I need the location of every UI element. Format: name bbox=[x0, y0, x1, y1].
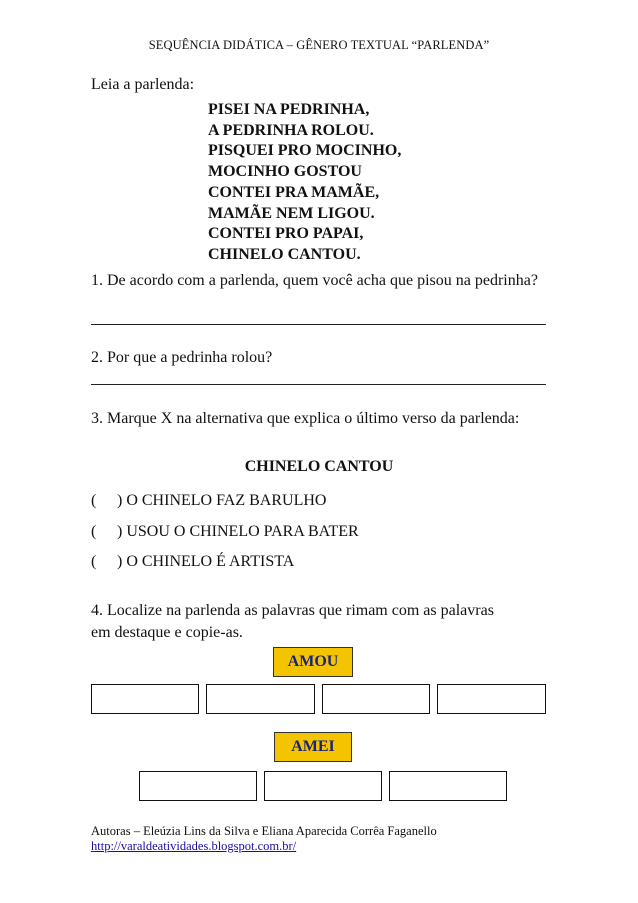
footer bbox=[91, 824, 437, 854]
option-2[interactable] bbox=[91, 523, 359, 541]
poem-line: MAMÃE NEM LIGOU. bbox=[208, 204, 375, 222]
answer-box[interactable] bbox=[389, 771, 507, 801]
footer-link[interactable]: http://varaldeatividades.blogspot.com.br/ bbox=[91, 839, 297, 853]
footer-authors: Autoras – Eleúzia Lins da Silva e Eliana Aparecida Corrêa Faganello bbox=[91, 824, 437, 838]
highlighted-verse: CHINELO CANTOU bbox=[244, 458, 394, 475]
page-header: SEQUÊNCIA DIDÁTICA – GÊNERO TEXTUAL “PARLENDA” bbox=[148, 38, 490, 52]
option-label: ) O CHINELO FAZ BARULHO bbox=[117, 492, 327, 509]
question-1: 1. De acordo com a parlenda, quem você acha que pisou na pedrinha? bbox=[91, 272, 538, 289]
word-tag-amou: AMOU bbox=[273, 647, 353, 677]
answer-box[interactable] bbox=[437, 684, 546, 714]
answer-line-2[interactable] bbox=[91, 384, 546, 385]
option-3[interactable] bbox=[91, 553, 294, 571]
option-label: ) USOU O CHINELO PARA BATER bbox=[117, 523, 359, 540]
answer-box[interactable] bbox=[206, 684, 315, 714]
option-1[interactable] bbox=[91, 492, 326, 510]
option-checkbox[interactable]: ( bbox=[91, 492, 97, 509]
poem-line: CHINELO CANTOU. bbox=[208, 245, 361, 263]
question-4-line: em destaque e copie-as. bbox=[91, 624, 243, 641]
poem bbox=[208, 100, 401, 266]
question-2: 2. Por que a pedrinha rolou? bbox=[91, 349, 273, 366]
option-checkbox[interactable]: ( bbox=[91, 523, 97, 540]
answer-box[interactable] bbox=[139, 771, 257, 801]
word-tag-amei: AMEI bbox=[274, 732, 352, 762]
question-3: 3. Marque X na alternativa que explica o último verso da parlenda: bbox=[91, 410, 520, 427]
poem-line: PISQUEI PRO MOCINHO, bbox=[208, 142, 402, 160]
answer-line-1[interactable] bbox=[91, 324, 546, 325]
poem-line: CONTEI PRA MAMÃE, bbox=[208, 183, 380, 201]
answer-box[interactable] bbox=[264, 771, 382, 801]
poem-line: MOCINHO GOSTOU bbox=[208, 163, 362, 181]
option-label: ) O CHINELO É ARTISTA bbox=[117, 553, 295, 570]
poem-line: A PEDRINHA ROLOU. bbox=[208, 121, 374, 139]
answer-box[interactable] bbox=[91, 684, 199, 714]
option-checkbox[interactable]: ( bbox=[91, 553, 97, 570]
poem-line: CONTEI PRO PAPAI, bbox=[208, 225, 364, 243]
question-4-line: 4. Localize na parlenda as palavras que rimam com as palavras bbox=[91, 602, 494, 619]
answer-box[interactable] bbox=[322, 684, 430, 714]
poem-line: PISEI NA PEDRINHA, bbox=[208, 101, 370, 118]
question-4 bbox=[91, 600, 546, 644]
intro-text: Leia a parlenda: bbox=[91, 76, 195, 93]
